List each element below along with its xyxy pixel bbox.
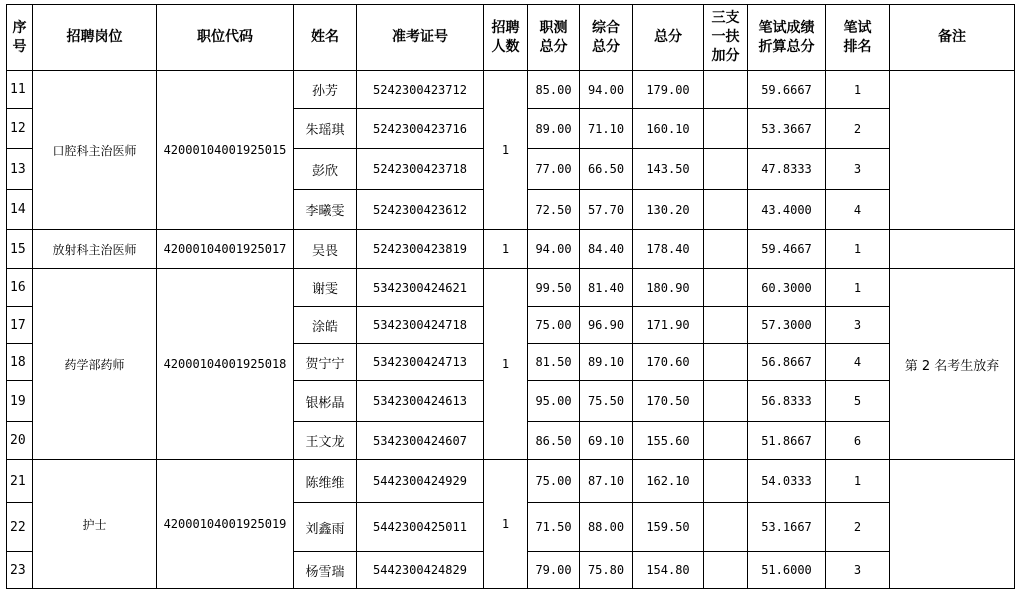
col-header-remark: 备注 [890, 5, 1015, 71]
header-row [7, 5, 1015, 71]
name-cell: 贺宁宁 [294, 344, 357, 381]
test2-cell: 88.00 [580, 503, 633, 552]
ticket-cell: 5242300423718 [357, 149, 484, 190]
name-cell: 涂皓 [294, 307, 357, 344]
position-cell: 放射科主治医师 [33, 230, 157, 269]
ticket-cell: 5342300424713 [357, 344, 484, 381]
name-cell: 银彬晶 [294, 381, 357, 422]
bonus-cell [704, 503, 748, 552]
ticket-cell: 5342300424718 [357, 307, 484, 344]
converted-cell: 51.6000 [748, 552, 826, 589]
converted-cell: 43.4000 [748, 190, 826, 230]
test2-cell: 96.90 [580, 307, 633, 344]
rank-cell: 4 [826, 344, 890, 381]
col-header-total: 总分 [633, 5, 704, 71]
name-cell: 李曦雯 [294, 190, 357, 230]
seq-cell: 22 [7, 503, 33, 552]
converted-cell: 57.3000 [748, 307, 826, 344]
rank-cell: 1 [826, 269, 890, 307]
test1-cell: 75.00 [528, 307, 580, 344]
quota-cell: 1 [484, 269, 528, 460]
code-cell: 42000104001925019 [157, 460, 294, 589]
total-cell: 155.60 [633, 422, 704, 460]
rank-cell: 4 [826, 190, 890, 230]
seq-cell: 12 [7, 109, 33, 149]
total-cell: 178.40 [633, 230, 704, 269]
ticket-cell: 5242300423612 [357, 190, 484, 230]
name-cell: 杨雪瑞 [294, 552, 357, 589]
ticket-cell: 5342300424613 [357, 381, 484, 422]
test1-cell: 86.50 [528, 422, 580, 460]
test2-cell: 89.10 [580, 344, 633, 381]
seq-cell: 20 [7, 422, 33, 460]
col-header-quota: 招聘 人数 [484, 5, 528, 71]
test2-cell: 75.50 [580, 381, 633, 422]
name-cell: 刘鑫雨 [294, 503, 357, 552]
quota-cell: 1 [484, 460, 528, 589]
remark-cell: 第 2 名考生放弃 [890, 269, 1015, 460]
test1-cell: 94.00 [528, 230, 580, 269]
test2-cell: 71.10 [580, 109, 633, 149]
rank-cell: 3 [826, 149, 890, 190]
table-row [7, 269, 1015, 307]
seq-cell: 21 [7, 460, 33, 503]
position-cell: 护士 [33, 460, 157, 589]
rank-cell: 6 [826, 422, 890, 460]
test2-cell: 87.10 [580, 460, 633, 503]
test1-cell: 72.50 [528, 190, 580, 230]
rank-cell: 3 [826, 552, 890, 589]
bonus-cell [704, 460, 748, 503]
ticket-cell: 5242300423712 [357, 71, 484, 109]
quota-cell: 1 [484, 71, 528, 230]
test2-cell: 84.40 [580, 230, 633, 269]
table-row [7, 71, 1015, 109]
converted-cell: 59.6667 [748, 71, 826, 109]
name-cell: 吴畏 [294, 230, 357, 269]
seq-cell: 15 [7, 230, 33, 269]
test2-cell: 81.40 [580, 269, 633, 307]
bonus-cell [704, 149, 748, 190]
name-cell: 谢雯 [294, 269, 357, 307]
bonus-cell [704, 230, 748, 269]
total-cell: 130.20 [633, 190, 704, 230]
test2-cell: 66.50 [580, 149, 633, 190]
bonus-cell [704, 307, 748, 344]
test2-cell: 94.00 [580, 71, 633, 109]
rank-cell: 1 [826, 460, 890, 503]
name-cell: 陈维维 [294, 460, 357, 503]
col-header-seq: 序 号 [7, 5, 33, 71]
remark-cell [890, 230, 1015, 269]
rank-cell: 2 [826, 109, 890, 149]
name-cell: 彭欣 [294, 149, 357, 190]
test1-cell: 77.00 [528, 149, 580, 190]
bonus-cell [704, 552, 748, 589]
converted-cell: 51.8667 [748, 422, 826, 460]
total-cell: 159.50 [633, 503, 704, 552]
code-cell: 42000104001925015 [157, 71, 294, 230]
results-table [6, 4, 1015, 589]
ticket-cell: 5342300424607 [357, 422, 484, 460]
remark-cell [890, 71, 1015, 230]
total-cell: 143.50 [633, 149, 704, 190]
col-header-test2: 综合 总分 [580, 5, 633, 71]
code-cell: 42000104001925017 [157, 230, 294, 269]
rank-cell: 1 [826, 230, 890, 269]
seq-cell: 13 [7, 149, 33, 190]
total-cell: 170.60 [633, 344, 704, 381]
test2-cell: 75.80 [580, 552, 633, 589]
seq-cell: 18 [7, 344, 33, 381]
name-cell: 王文龙 [294, 422, 357, 460]
test1-cell: 95.00 [528, 381, 580, 422]
total-cell: 162.10 [633, 460, 704, 503]
bonus-cell [704, 71, 748, 109]
converted-cell: 60.3000 [748, 269, 826, 307]
bonus-cell [704, 109, 748, 149]
converted-cell: 47.8333 [748, 149, 826, 190]
ticket-cell: 5342300424621 [357, 269, 484, 307]
ticket-cell: 5442300424829 [357, 552, 484, 589]
test1-cell: 85.00 [528, 71, 580, 109]
total-cell: 160.10 [633, 109, 704, 149]
rank-cell: 1 [826, 71, 890, 109]
ticket-cell: 5242300423716 [357, 109, 484, 149]
total-cell: 179.00 [633, 71, 704, 109]
test2-cell: 69.10 [580, 422, 633, 460]
converted-cell: 53.3667 [748, 109, 826, 149]
bonus-cell [704, 422, 748, 460]
bonus-cell [704, 381, 748, 422]
test2-cell: 57.70 [580, 190, 633, 230]
ticket-cell: 5442300425011 [357, 503, 484, 552]
seq-cell: 17 [7, 307, 33, 344]
col-header-bonus: 三支 一扶 加分 [704, 5, 748, 71]
table-row [7, 230, 1015, 269]
converted-cell: 56.8333 [748, 381, 826, 422]
test1-cell: 81.50 [528, 344, 580, 381]
bonus-cell [704, 190, 748, 230]
position-cell: 药学部药师 [33, 269, 157, 460]
test1-cell: 71.50 [528, 503, 580, 552]
ticket-cell: 5242300423819 [357, 230, 484, 269]
col-header-rank: 笔试 排名 [826, 5, 890, 71]
quota-cell: 1 [484, 230, 528, 269]
col-header-converted: 笔试成绩 折算总分 [748, 5, 826, 71]
bonus-cell [704, 269, 748, 307]
test1-cell: 89.00 [528, 109, 580, 149]
col-header-position: 招聘岗位 [33, 5, 157, 71]
position-cell: 口腔科主治医师 [33, 71, 157, 230]
rank-cell: 3 [826, 307, 890, 344]
total-cell: 180.90 [633, 269, 704, 307]
bonus-cell [704, 344, 748, 381]
col-header-code: 职位代码 [157, 5, 294, 71]
total-cell: 154.80 [633, 552, 704, 589]
seq-cell: 11 [7, 71, 33, 109]
col-header-ticket: 准考证号 [357, 5, 484, 71]
test1-cell: 75.00 [528, 460, 580, 503]
name-cell: 朱瑶琪 [294, 109, 357, 149]
converted-cell: 59.4667 [748, 230, 826, 269]
seq-cell: 14 [7, 190, 33, 230]
converted-cell: 56.8667 [748, 344, 826, 381]
seq-cell: 23 [7, 552, 33, 589]
ticket-cell: 5442300424929 [357, 460, 484, 503]
col-header-name: 姓名 [294, 5, 357, 71]
remark-cell [890, 460, 1015, 589]
total-cell: 171.90 [633, 307, 704, 344]
seq-cell: 16 [7, 269, 33, 307]
col-header-test1: 职测 总分 [528, 5, 580, 71]
test1-cell: 99.50 [528, 269, 580, 307]
name-cell: 孙芳 [294, 71, 357, 109]
seq-cell: 19 [7, 381, 33, 422]
rank-cell: 2 [826, 503, 890, 552]
converted-cell: 53.1667 [748, 503, 826, 552]
test1-cell: 79.00 [528, 552, 580, 589]
code-cell: 42000104001925018 [157, 269, 294, 460]
converted-cell: 54.0333 [748, 460, 826, 503]
table-row [7, 460, 1015, 503]
total-cell: 170.50 [633, 381, 704, 422]
rank-cell: 5 [826, 381, 890, 422]
